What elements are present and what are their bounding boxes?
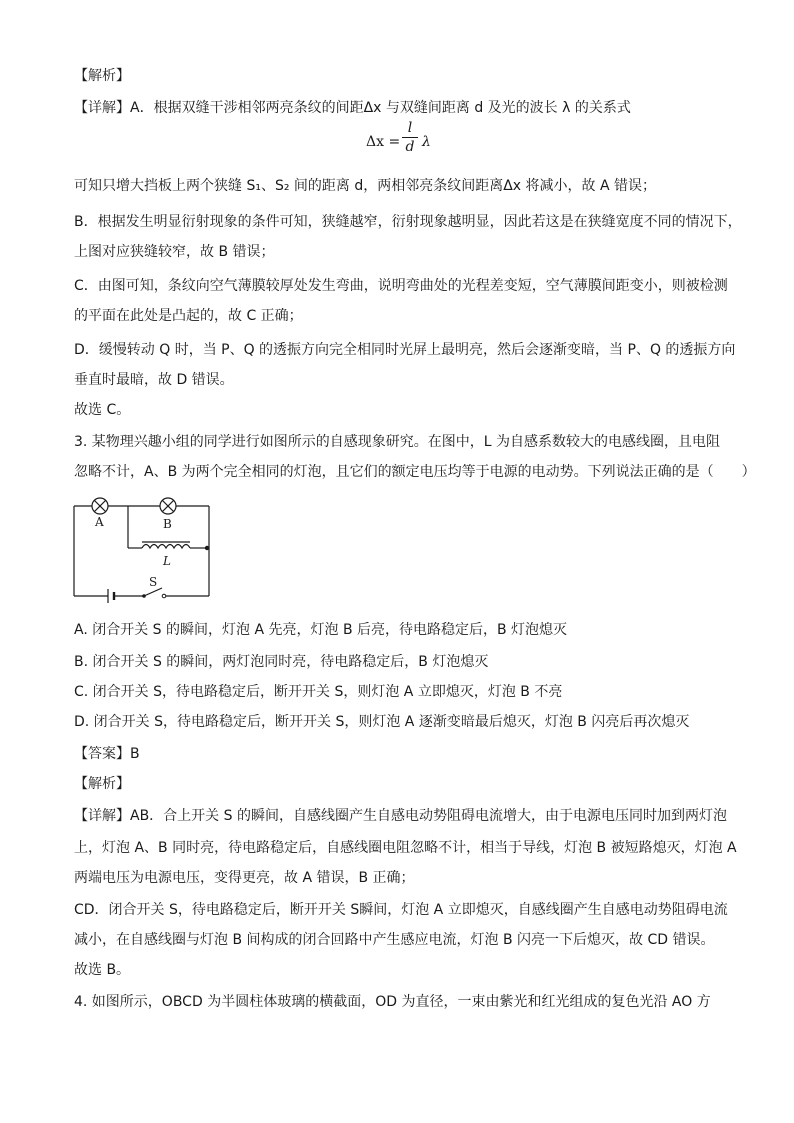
choice-b: 故选 B。: [74, 962, 131, 978]
detail-a: 【详解】A．根据双缝干涉相邻两亮条纹的间距Δx 与双缝间距离 d 及光的波长 λ 的关系式: [74, 100, 631, 116]
label-b: B: [163, 517, 172, 531]
detail-c-cont: 的平面在此处是凸起的，故 C 正确；: [74, 308, 303, 324]
answer: 【答案】B: [74, 746, 140, 762]
detail-ab-cont-2: 两端电压为电源电压，变得更亮，故 A 错误，B 正确；: [74, 870, 415, 886]
choice-c: 故选 C。: [74, 402, 131, 418]
label-s: S: [149, 575, 158, 589]
formula-numerator: l: [407, 120, 413, 136]
option-d: D. 闭合开关 S，待电路稳定后，断开开关 S，则灯泡 A 逐渐变暗最后熄灭，灯泡 B 闪亮后再次熄灭: [74, 714, 690, 730]
formula-denominator: d: [405, 139, 415, 155]
detail-cd: CD．闭合开关 S，待电路稳定后，断开开关 S瞬间，灯泡 A 立即熄灭，自感线圈产生自感电动势阻碍电流: [74, 902, 728, 918]
junction-dot: [205, 546, 209, 550]
formula-lambda: λ: [422, 134, 431, 150]
switch-contact: [162, 594, 166, 598]
switch-blade-icon: [144, 588, 162, 596]
option-c: C. 闭合开关 S，待电路稳定后，断开开关 S，则灯泡 A 立即熄灭，灯泡 B 不亮: [74, 684, 563, 700]
question-3: 3. 某物理兴趣小组的同学进行如图所示的自感现象研究。在图中，L 为自感系数较大的电感线圈，且电阻: [74, 434, 721, 450]
formula-lhs: Δx =: [366, 134, 401, 150]
inductor-coil-icon: [142, 545, 190, 549]
question-3-cont: 忽略不计，A、B 为两个完全相同的灯泡，且它们的额定电压均等于电源的电动势。下列说法正确的是（ ）: [74, 464, 756, 480]
detail-c: C．由图可知，条纹向空气薄膜较厚处发生弯曲，说明弯曲处的光程差变短，空气薄膜间距变小，则被检测: [74, 278, 728, 294]
question-4: 4. 如图所示，OBCD 为半圆柱体玻璃的横截面，OD 为直径，一束由紫光和红光组成的复色光沿 AO 方: [74, 994, 711, 1010]
detail-b: B．根据发生明显衍射现象的条件可知，狭缝越窄，衍射现象越明显，因此若这是在狭缝宽度不同的情况下，: [74, 214, 742, 230]
detail-cd-cont: 减小，在自感线圈与灯泡 B 间构成的闭合回路中产生感应电流，灯泡 B 闪亮一下后熄灭，故 CD 错误。: [74, 932, 715, 948]
option-a: A. 闭合开关 S 的瞬间，灯泡 A 先亮，灯泡 B 后亮，待电路稳定后，B 灯泡熄灭: [74, 622, 568, 638]
option-b: B. 闭合开关 S 的瞬间，两灯泡同时亮，待电路稳定后，B 灯泡熄灭: [74, 654, 489, 670]
detail-d-cont: 垂直时最暗，故 D 错误。: [74, 372, 234, 388]
switch-pivot: [142, 594, 146, 598]
detail-a-cont: 可知只增大挡板上两个狭缝 S₁、S₂ 间的距离 d，两相邻亮条纹间距离Δx 将减小，故 A 错误；: [74, 178, 657, 194]
fraction-bar: [402, 137, 418, 138]
detail-d: D．缓慢转动 Q 时，当 P、Q 的透振方向完全相同时光屏上最明亮，然后会逐渐变暗，当 P、Q 的透振方向: [74, 342, 736, 358]
detail-ab: 【详解】AB．合上开关 S 的瞬间，自感线圈产生自感电动势阻碍电流增大，由于电源电压同时加到两灯泡: [74, 808, 727, 824]
circuit-diagram: [70, 490, 218, 608]
analysis-heading-2: 【解析】: [74, 776, 130, 792]
detail-b-cont: 上图对应狭缝较窄，故 B 错误；: [74, 244, 275, 260]
fringe-spacing-formula: [366, 120, 446, 168]
label-l: L: [163, 554, 171, 568]
analysis-heading: 【解析】: [74, 68, 130, 84]
label-a: A: [95, 515, 104, 529]
formula-fraction: [402, 120, 418, 155]
detail-ab-cont: 上，灯泡 A、B 同时亮，待电路稳定后，自感线圈电阻忽略不计，相当于导线，灯泡 B 被短路熄灭，灯泡 A: [74, 840, 737, 856]
